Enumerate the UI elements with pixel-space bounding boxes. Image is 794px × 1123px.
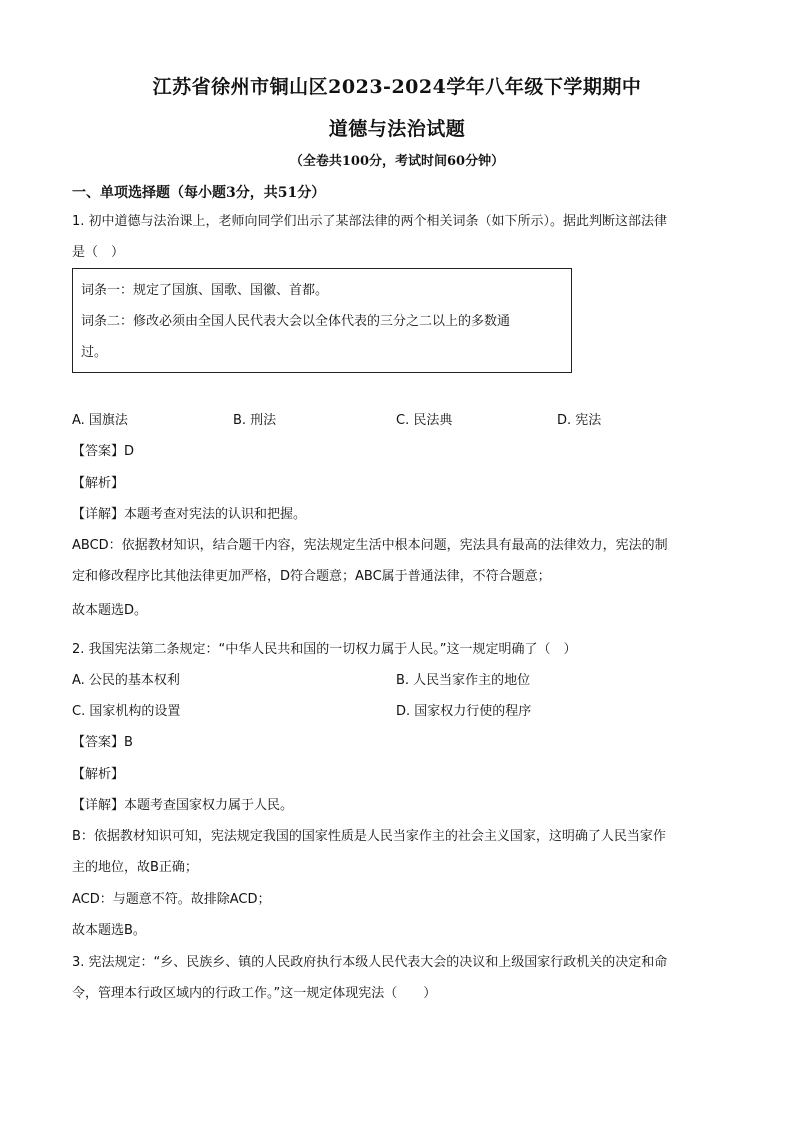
q1-entry-1: 词条一：规定了国旗、国歌、国徽、首都。 bbox=[81, 283, 329, 298]
q2-stem: 2. 我国宪法第二条规定：“中华人民共和国的一切权力属于人民。”这一规定明确了（ ） bbox=[72, 642, 577, 657]
q2-analysis-label: 【解析】 bbox=[72, 767, 125, 782]
q1-detail: 【详解】本题考查对宪法的认识和把握。 bbox=[72, 507, 307, 522]
q1-stem-line1: 1. 初中道德与法治课上，老师向同学们出示了某部法律的两个相关词条（如下所示）。据此判断这部法律 bbox=[72, 214, 668, 229]
q2-explain-line2: 主的地位，故B正确； bbox=[72, 860, 198, 875]
q2-option-a: A. 公民的基本权利 bbox=[72, 673, 180, 688]
q1-option-d: D. 宪法 bbox=[557, 413, 602, 428]
q1-analysis-label: 【解析】 bbox=[72, 476, 125, 491]
q3-stem-line2: 令，管理本行政区域内的行政工作。”这一规定体现宪法（ ） bbox=[72, 986, 437, 1001]
q2-option-b: B. 人民当家作主的地位 bbox=[396, 673, 531, 688]
q2-explain-line3: ACD：与题意不符。故排除ACD； bbox=[72, 892, 271, 907]
q1-entry-2: 词条二：修改必须由全国人民代表大会以全体代表的三分之二以上的多数通 bbox=[81, 314, 511, 329]
exam-title-line1: 江苏省徐州市铜山区2023-2024学年八年级下学期期中 bbox=[152, 76, 642, 98]
section-heading: 一、单项选择题（每小题3分，共51分） bbox=[72, 185, 326, 201]
q1-explain-line1: ABCD：依据教材知识，结合题干内容，宪法规定生活中根本问题，宪法具有最高的法律效力，宪法的制 bbox=[72, 538, 668, 553]
q2-explain-line1: B：依据教材知识可知，宪法规定我国的国家性质是人民当家作主的社会主义国家，这明确了人民当家作 bbox=[72, 829, 666, 844]
q1-option-c: C. 民法典 bbox=[396, 413, 453, 428]
q2-conclusion: 故本题选B。 bbox=[72, 923, 146, 938]
q1-answer: 【答案】D bbox=[72, 444, 135, 459]
q2-detail: 【详解】本题考查国家权力属于人民。 bbox=[72, 798, 294, 813]
q1-stem-line2: 是（ ） bbox=[72, 245, 125, 260]
q1-conclusion: 故本题选D。 bbox=[72, 603, 148, 618]
q2-option-c: C. 国家机构的设置 bbox=[72, 704, 181, 719]
q1-explain-line2: 定和修改程序比其他法律更加严格，D符合题意；ABC属于普通法律，不符合题意； bbox=[72, 569, 551, 584]
q1-entries-box bbox=[72, 268, 572, 373]
exam-title-line2: 道德与法治试题 bbox=[328, 118, 466, 140]
q3-stem-line1: 3. 宪法规定：“乡、民族乡、镇的人民政府执行本级人民代表大会的决议和上级国家行政机关的决定和命 bbox=[72, 955, 668, 970]
q1-option-b: B. 刑法 bbox=[233, 413, 277, 428]
exam-subtitle: （全卷共100分，考试时间60分钟） bbox=[289, 154, 505, 169]
q2-option-d: D. 国家权力行使的程序 bbox=[396, 704, 532, 719]
q1-entry-2-cont: 过。 bbox=[81, 345, 108, 360]
q2-answer: 【答案】B bbox=[72, 735, 133, 750]
q1-option-a: A. 国旗法 bbox=[72, 413, 128, 428]
